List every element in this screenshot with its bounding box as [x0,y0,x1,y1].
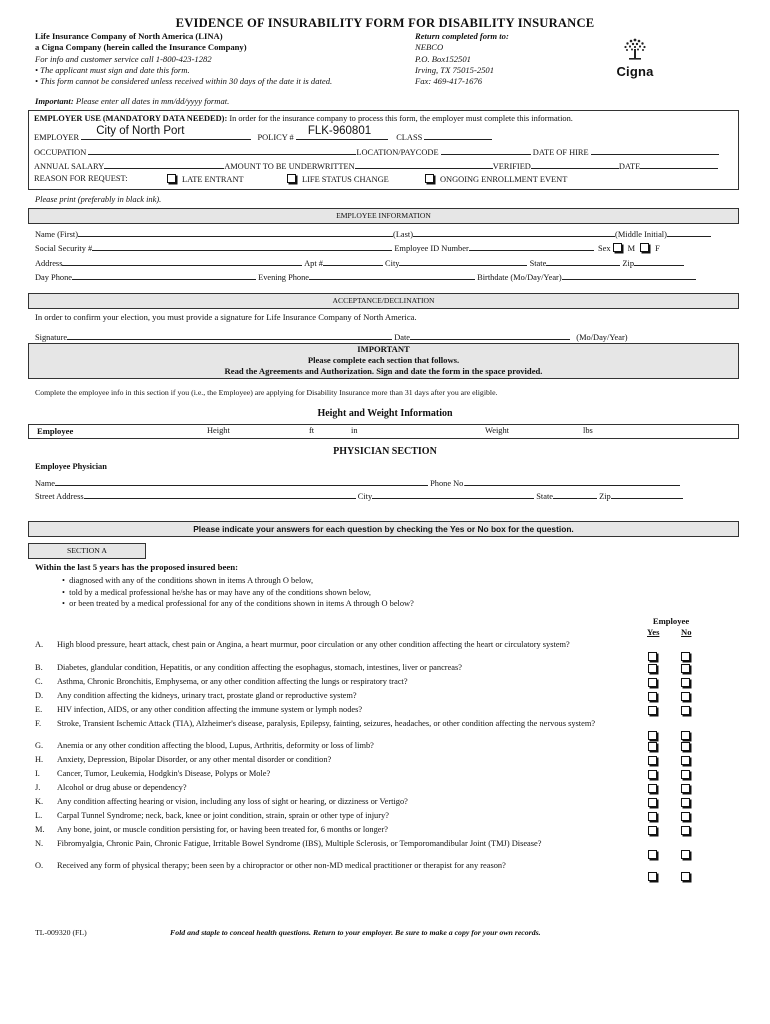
question-yes-checkbox[interactable] [648,850,657,859]
acceptance-text: In order to confirm your election, you must provide a signature for Life Insurance Company of North America. [35,312,417,322]
first-name-label: Name (First) [35,230,79,239]
logo-wordmark: Cigna [616,64,654,79]
important-text: Please enter all dates in mm/dd/yyyy format. [75,96,230,106]
question-yes-checkbox[interactable] [648,678,657,687]
physician-state-label: State [536,492,553,501]
section-a-bullet: • told by a medical professional he/she has or may have any of the conditions shown below, [62,587,371,597]
question-yes-checkbox[interactable] [648,652,657,661]
question-letter: J. [35,783,41,792]
question-yes-checkbox[interactable] [648,731,657,740]
class-label: CLASS [396,133,423,142]
day-phone-label: Day Phone [35,273,72,282]
question-letter: M. [35,825,45,834]
question-letter: A. [35,640,44,649]
height-weight-box [28,424,739,439]
employee-column-heading: Employee [652,616,690,626]
occupation-row [34,145,719,157]
question-yes-checkbox[interactable] [648,756,657,765]
return-line-3: Irving, TX 75015-2501 [415,64,495,75]
important-title: IMPORTANT [357,344,410,354]
occupation-field[interactable] [88,145,356,155]
form-id: TL-009320 (FL) [35,928,87,937]
weight-label: Weight [485,426,509,435]
middle-initial-label: (Middle Initial) [615,230,667,239]
question-text: Cancer, Tumor, Leukemia, Hodgkin's Disease, Polyps or Mole? [57,769,271,778]
policy-field[interactable] [296,125,388,140]
question-no-checkbox[interactable] [681,770,690,779]
return-line-2: P.O. Box152501 [415,53,471,64]
question-no-checkbox[interactable] [681,706,690,715]
question-no-checkbox[interactable] [681,692,690,701]
phone-row [35,270,696,282]
question-letter: I. [35,769,40,778]
question-text: Diabetes, glandular condition, Hepatitis, or any condition affecting the esophagus, stomach, intestines, liver or pancreas? [57,663,462,672]
important-box [28,343,739,379]
first-name-field[interactable] [78,227,393,237]
date-format-note [35,96,229,106]
hw-employee-label: Employee [37,426,74,436]
question-letter: C. [35,677,43,686]
height-label: Height [207,426,230,435]
signature-date-label: Date [394,333,411,342]
signature-row [35,330,628,342]
employer-box-heading: EMPLOYER USE (MANDATORY DATA NEEDED): In order for the insurance company to process this form, the employer must complete this information. [34,114,573,123]
location-field[interactable] [441,145,531,155]
question-letter: O. [35,861,44,870]
question-no-checkbox[interactable] [681,678,690,687]
apt-label: Apt # [304,259,323,268]
employer-use-box [28,110,739,190]
day-phone-field[interactable] [72,270,256,280]
question-letter: N. [35,839,44,848]
hire-date-label: DATE OF HIRE [532,148,589,157]
verified-label: VERIFIED [492,162,531,171]
insurer-name: Life Insurance Company of North America (LINA) [35,31,223,41]
return-address [415,31,509,87]
question-text: Fibromyalgia, Chronic Pain, Chronic Fatigue, Irritable Bowel Syndrome (IBS), Multiple Sclerosis, or Temporomandibular Joint (TMJ) Disease? [57,839,542,848]
question-yes-checkbox[interactable] [648,784,657,793]
important-line-3: Read the Agreements and Authorization. Sign and date the form in the space provided. [224,366,543,376]
bullet-sign: • The applicant must sign and date this form. [35,64,190,75]
question-yes-checkbox[interactable] [648,706,657,715]
state-label: State [529,259,547,268]
height-weight-heading: Height and Weight Information [317,408,453,419]
reason-ongoing-enrollment[interactable]: ONGOING ENROLLMENT EVENT [425,174,567,184]
last-name-label: (Last) [393,230,414,239]
question-no-checkbox[interactable] [681,850,690,859]
important-label: Important: [35,96,74,106]
checkbox-icon[interactable] [167,174,176,183]
zip-label: Zip [622,259,635,268]
acceptance-header: ACCEPTANCE/DECLINATION [28,293,739,309]
insurer-info [35,31,332,87]
question-yes-checkbox[interactable] [648,770,657,779]
cigna-logo [605,36,665,79]
sex-female-checkbox[interactable] [640,243,649,252]
date-label: DATE [618,162,641,171]
policy-label: POLICY # [257,133,294,142]
question-letter: D. [35,691,44,700]
salary-field[interactable] [104,159,224,169]
location-label: LOCATION/PAYCODE [356,148,439,157]
physician-name-field[interactable] [55,476,428,486]
bullet-icon: • [35,76,41,87]
insurer-subtitle: a Cigna Company (herein called the Insurance Company) [35,42,247,53]
zip-field[interactable] [634,256,684,266]
no-column-heading: No [681,627,692,637]
physician-name-label: Name [35,479,55,488]
physician-phone-field[interactable] [465,476,680,486]
tree-of-life-icon [620,36,650,62]
male-label: M [627,244,636,253]
question-text: Any bone, joint, or muscle condition persisting for, or having been treated for, 6 months or longer? [57,825,388,834]
reason-life-status[interactable]: LIFE STATUS CHANGE [287,174,389,184]
question-no-checkbox[interactable] [681,872,690,881]
signature-date-field[interactable] [410,330,570,340]
employer-label: EMPLOYER [34,133,80,142]
city-field[interactable] [399,256,527,266]
question-yes-checkbox[interactable] [648,872,657,881]
physician-zip-field[interactable] [611,489,683,499]
question-no-checkbox[interactable] [681,798,690,807]
question-text: Received any form of physical therapy; been seen by a chiropractor or other non-MD medical practitioner or therapist for any reason? [57,861,506,870]
important-line-2: Please complete each section that follows. [307,355,460,365]
question-letter: F. [35,719,42,728]
question-text: Stroke, Transient Ischemic Attack (TIA), Alzheimer's disease, paralysis, Epilepsy, fainting, seizures, headaches, or other condition affecting the nervous system? [57,719,596,728]
address-field[interactable] [62,256,302,266]
evening-phone-label: Evening Phone [258,273,310,282]
section-a-intro: Within the last 5 years has the proposed insured been: [35,562,239,572]
question-no-checkbox[interactable] [681,742,690,751]
yes-column-heading: Yes [647,627,660,637]
question-text: High blood pressure, heart attack, chest pain or Angina, a heart murmur, poor circulation or any other condition affecting the heart or circulatory system? [57,640,570,649]
question-no-checkbox[interactable] [681,731,690,740]
complete-note: Complete the employee info in this section if you (i.e., the Employee) are applying for Disability Insurance more than 31 days after you are eligible. [35,388,498,397]
name-row [35,227,711,239]
section-a-label: SECTION A [28,543,146,559]
question-letter: K. [35,797,44,806]
employer-field[interactable] [81,125,251,140]
question-letter: G. [35,741,44,750]
physician-street-label: Street Address [35,492,84,501]
employer-row [34,125,492,142]
salary-row [34,159,718,171]
bullet-icon: • [35,64,41,75]
footer-note: Fold and staple to conceal health questions. Return to your employer. Be sure to make a copy for your own records. [170,928,541,937]
employer-value: City of North Port [96,125,185,137]
date-field[interactable] [640,159,718,169]
physician-city-field[interactable] [372,489,534,499]
ssn-row [35,241,660,253]
amount-label: AMOUNT TO BE UNDERWRITTEN [224,162,355,171]
employee-id-label: Employee ID Number [394,244,469,253]
verified-field[interactable] [531,159,619,169]
policy-value: FLK-960801 [307,125,372,137]
date-format-label: (Mo/Day/Year) [576,333,628,342]
physician-phone-label: Phone No. [430,479,466,488]
reason-label: REASON FOR REQUEST: [34,174,128,183]
question-text: Anxiety, Depression, Bipolar Disorder, or any other mental disorder or condition? [57,755,332,764]
question-no-checkbox[interactable] [681,664,690,673]
question-letter: L. [35,811,43,820]
salary-label: ANNUAL SALARY [34,162,105,171]
signature-label: Signature [35,333,68,342]
question-no-checkbox[interactable] [681,784,690,793]
apt-field[interactable] [323,256,383,266]
checkbox-icon[interactable] [287,174,296,183]
sex-male-checkbox[interactable] [613,243,622,252]
question-no-checkbox[interactable] [681,756,690,765]
bullet-icon: • [62,599,70,608]
return-heading: Return completed form to: [415,31,509,41]
hire-date-field[interactable] [591,145,719,155]
female-label: F [655,244,660,253]
question-no-checkbox[interactable] [681,826,690,835]
physician-heading: PHYSICIAN SECTION [333,446,437,457]
question-yes-checkbox[interactable] [648,812,657,821]
question-yes-checkbox[interactable] [648,798,657,807]
physician-address-row [35,489,683,501]
question-yes-checkbox[interactable] [648,692,657,701]
last-name-field[interactable] [413,227,615,237]
question-no-checkbox[interactable] [681,812,690,821]
feet-label: ft [309,426,315,435]
physician-subheading: Employee Physician [35,462,107,471]
physician-street-field[interactable] [84,489,356,499]
evening-phone-field[interactable] [309,270,475,280]
reason-late-entrant[interactable]: LATE ENTRANT [167,174,244,184]
birthdate-label: Birthdate (Mo/Day/Year) [477,273,562,282]
physician-name-row [35,476,680,488]
return-fax: Fax: 469-417-1676 [415,76,483,87]
return-line-1: NEBCO [415,42,444,53]
address-label: Address [35,259,63,268]
question-yes-checkbox[interactable] [648,742,657,751]
question-text: Anemia or any other condition affecting the blood, Lupus, Arthritis, deformity or loss of limb? [57,741,374,750]
ssn-field[interactable] [92,241,392,251]
section-a-bullet: • diagnosed with any of the conditions shown in items A through O below, [62,576,314,585]
city-label: City [385,259,400,268]
address-row [35,256,684,268]
checkbox-icon[interactable] [425,174,434,183]
bullet-icon: • [62,587,70,597]
employee-info-header: EMPLOYEE INFORMATION [28,208,739,224]
question-letter: B. [35,663,43,672]
reason-row [34,174,128,183]
question-text: Any condition affecting hearing or vision, including any loss of sight or hearing, or dizziness or Vertigo? [57,797,408,806]
question-text: Asthma, Chronic Bronchitis, Emphysema, or any other condition affecting the lungs or respiratory tract? [57,677,408,686]
question-yes-checkbox[interactable] [648,664,657,673]
print-note: Please print (preferably in black ink). [35,195,162,204]
lbs-label: lbs [583,426,593,435]
question-yes-checkbox[interactable] [648,826,657,835]
bullet-icon: • [62,576,70,585]
physician-city-label: City [357,492,373,501]
ssn-label: Social Security # [35,244,93,253]
question-text: Any condition affecting the kidneys, urinary tract, prostate gland or reproductive system? [57,691,357,700]
birthdate-field[interactable] [562,270,696,280]
sex-label: Sex [597,244,611,253]
middle-initial-field[interactable] [667,227,711,237]
bullet-30-days: • This form cannot be considered unless received within 30 days of the date it is dated. [35,76,333,87]
question-letter: H. [35,755,44,764]
instructions-bar: Please indicate your answers for each question by checking the Yes or No box for the question. [28,521,739,537]
form-title: EVIDENCE OF INSURABILITY FORM FOR DISABILITY INSURANCE [175,16,595,30]
section-a-bullets [62,575,414,610]
state-field[interactable] [546,256,620,266]
question-letter: E. [35,705,43,714]
question-no-checkbox[interactable] [681,652,690,661]
question-text: Carpal Tunnel Syndrome; neck, back, knee or joint condition, strain, sprain or other type of injury? [57,811,389,820]
physician-zip-label: Zip [599,492,611,501]
question-text: Alcohol or drug abuse or dependency? [57,783,187,792]
service-phone: For info and customer service call 1-800-423-1282 [35,53,212,64]
employee-id-field[interactable] [469,241,594,251]
signature-field[interactable] [67,330,392,340]
class-field[interactable] [424,130,492,140]
section-a-bullet: • or been treated by a medical professional for any of the conditions shown in items A through O below? [62,599,414,608]
occupation-label: OCCUPATION [34,148,87,157]
inches-label: in [351,426,358,435]
physician-state-field[interactable] [553,489,597,499]
question-text: HIV infection, AIDS, or any other condition affecting the immune system or lymph nodes? [57,705,363,714]
amount-field[interactable] [355,159,493,169]
